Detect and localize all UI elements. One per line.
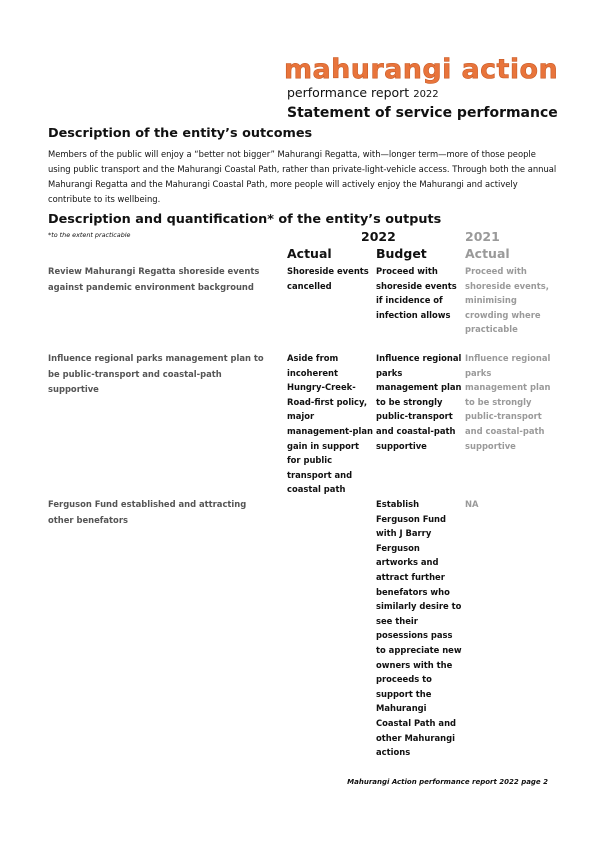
budget-cell: Establish Ferguson Fund with J Barry Ferguson artworks and attract further benefators who similarly desire to see their posessions pass to appreciate new owners with the proceeds to support the Mahurangi Coastal Path and other Mahurangi actions [376, 499, 462, 758]
outputs-footnote: *to the extent practicable [48, 231, 131, 239]
actual-cell: Shoreside events cancelled [287, 266, 369, 291]
prior-cell: Proceed with shoreside events, minimising crowding where practicable [465, 266, 549, 335]
outcomes-text: Members of the public will enjoy a “better not bigger” Mahurangi Regatta, with—longer term—more of those people using public transport and the Mahurangi Coastal Path, rather than private-light-vehicle access. Through both the annual Mahurangi Regatta and the Mahurangi Coastal Path, more people will actively enjoy the Mahurangi and actively contribute to its wellbeing. [48, 149, 557, 204]
page-footer: Mahurangi Action performance report 2022 page 2 [347, 778, 548, 786]
actual-cell: Aside from incoherent Hungry-Creek-Road-first policy, major management-plan gain in support for public transport and coastal path [287, 353, 373, 495]
outcomes-heading: Description of the entity’s outcomes [48, 126, 313, 141]
prior-cell: NA [465, 499, 479, 509]
statement-title: Statement of service performance [287, 105, 558, 121]
budget-cell: Influence regional parks management plan to be strongly public-transport and coastal-path supportive [376, 353, 462, 451]
col-actual: Actual [287, 246, 332, 261]
col-prior-actual: Actual [465, 246, 510, 261]
prior-cell: Influence regional parks management plan to be strongly public-transport and coastal-path supportive [465, 353, 551, 451]
output-label: Influence regional parks management plan to be public-transport and coastal-path supportive [48, 353, 264, 394]
budget-cell: Proceed with shoreside events if incidence of infection allows [376, 266, 457, 320]
report-subtitle [287, 85, 439, 100]
output-label: Ferguson Fund established and attracting other benefators [48, 499, 247, 525]
output-label: Review Mahurangi Regatta shoreside events against pandemic environment background [48, 266, 260, 292]
outputs-heading: Description and quantification* of the entity’s outputs [48, 212, 442, 227]
year-prior: 2021 [465, 229, 500, 244]
subtitle-year: 2022 [413, 89, 439, 100]
year-current: 2022 [361, 229, 396, 244]
col-budget: Budget [376, 246, 427, 261]
brand-logo: mahurangi action [284, 54, 559, 85]
subtitle-text: performance report [287, 85, 410, 100]
